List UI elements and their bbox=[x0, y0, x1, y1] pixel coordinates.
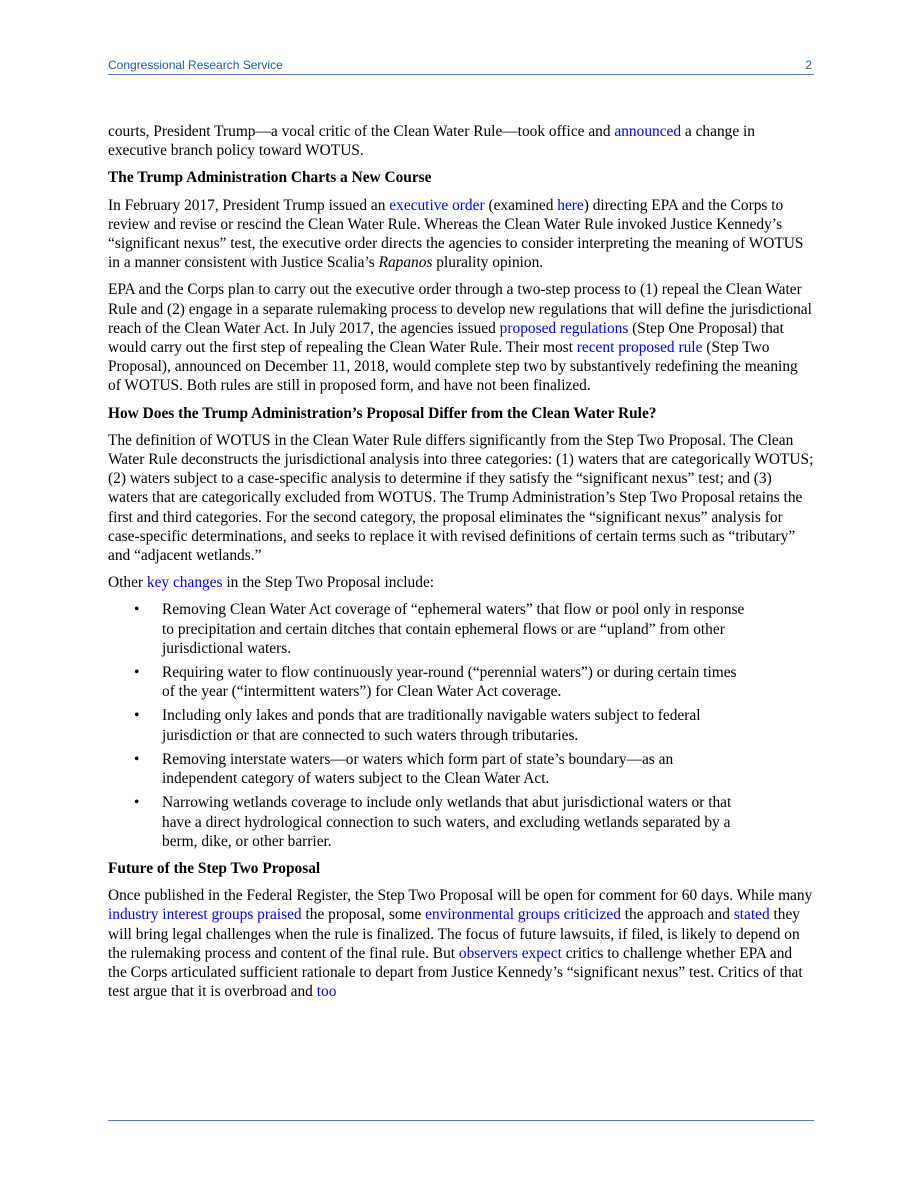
link-too[interactable]: too bbox=[316, 983, 337, 1001]
link-environmental-groups-criticized[interactable]: environmental groups criticized bbox=[425, 906, 621, 924]
section-heading-differ: How Does the Trump Administration’s Proposal Differ from the Clean Water Rule? bbox=[108, 404, 657, 422]
bullet-icon: • bbox=[134, 664, 140, 682]
link-key-changes[interactable]: key changes bbox=[146, 574, 223, 592]
footer-rule bbox=[108, 1120, 814, 1121]
page-number: 2 bbox=[805, 58, 812, 72]
link-stated[interactable]: stated bbox=[733, 906, 770, 924]
bullet-icon: • bbox=[134, 707, 140, 725]
bullet-icon: • bbox=[134, 601, 140, 619]
list-item: • Narrowing wetlands coverage to include only wetlands that abut jurisdictional waters or that have a direct hydrological connection to such waters, and excluding wetlands separated by a berm, dike, or other barrier. bbox=[134, 794, 732, 850]
case-name-rapanos: Rapanos bbox=[378, 254, 433, 272]
header-org: Congressional Research Service bbox=[108, 58, 283, 72]
list-item: • Including only lakes and ponds that are traditionally navigable waters subject to federal jurisdiction or that are connected to such waters through tributaries. bbox=[134, 707, 701, 744]
paragraph-executive-order: In February 2017, President Trump issued an executive order (examined here) directing EPA and the Corps to review and revise or rescind the Clean Water Rule. Whereas the Clean Water Rule invoked Justice Kennedy’s “significant nexus” test, the executive order directs the agencies to consider interpreting the meaning of WOTUS in a manner consistent with Justice Scalia’s Rapanos plurality opinion. bbox=[108, 196, 804, 272]
key-changes-list bbox=[108, 600, 814, 850]
paragraph-intro: courts, President Trump—a vocal critic of the Clean Water Rule—took office and announced a change in executive branch policy toward WOTUS. bbox=[108, 123, 756, 160]
paragraph-key-changes: Other key changes in the Step Two Proposal include: bbox=[108, 574, 435, 592]
section-heading-new-course: The Trump Administration Charts a New Course bbox=[108, 169, 432, 187]
link-here[interactable]: here bbox=[557, 196, 584, 214]
link-recent-proposed-rule[interactable]: recent proposed rule bbox=[576, 339, 703, 357]
link-industry-groups-praised[interactable]: industry interest groups praised bbox=[108, 906, 302, 924]
list-item: • Requiring water to flow continuously year-round (“perennial waters”) or during certain times of the year (“intermittent waters”) for Clean Water Act coverage. bbox=[134, 664, 737, 701]
bullet-icon: • bbox=[134, 750, 140, 768]
bullet-icon: • bbox=[134, 794, 140, 812]
list-item: • Removing Clean Water Act coverage of “ephemeral waters” that flow or pool only in response to precipitation and certain ditches that contain ephemeral flows or are “upland” from other jurisdictional waters. bbox=[134, 601, 745, 657]
paragraph-definition: The definition of WOTUS in the Clean Water Rule differs significantly from the Step Two Proposal. The Clean Water Rule deconstructs the jurisdictional analysis into three categories: (1) waters that are categorically WOTUS; (2) waters subject to a case-specific analysis to determine if they satisfy the “significant nexus” test; and (3) waters that are categorically excluded from WOTUS. The Trump Administration’s Step Two Proposal retains the first and third categories. For the second category, the proposal eliminates the “significant nexus” analysis for case-specific determinations, and seeks to replace it with revised definitions of certain terms such as “tributary” and “adjacent wetlands.” bbox=[108, 431, 814, 565]
document-body bbox=[108, 122, 814, 1009]
list-item: • Removing interstate waters—or waters which form part of state’s boundary—as an independent category of waters subject to the Clean Water Act. bbox=[134, 750, 674, 788]
link-announced[interactable]: announced bbox=[614, 123, 682, 140]
paragraph-future: Once published in the Federal Register, the Step Two Proposal will be open for comment for 60 days. While many industry interest groups praised the proposal, some environmental groups criticized the approach and stated they will bring legal challenges when the rule is finalized. The focus of future lawsuits, if filed, is likely to depend on the rulemaking process and content of the final rule. But observers expect critics to challenge whether EPA and the Corps articulated sufficient rationale to depart from Justice Kennedy’s “significant nexus” test. Critics of that test argue that it is overbroad and too bbox=[108, 887, 813, 1001]
page-header bbox=[108, 58, 814, 75]
link-executive-order[interactable]: executive order bbox=[389, 196, 485, 214]
link-proposed-regulations[interactable]: proposed regulations bbox=[499, 319, 629, 337]
paragraph-two-step: EPA and the Corps plan to carry out the executive order through a two-step process to (1) repeal the Clean Water Rule and (2) engage in a separate rulemaking process to develop new regulations that will define the jurisdictional reach of the Clean Water Act. In July 2017, the agencies issued proposed regulations (Step One Proposal) that would carry out the first step of repealing the Clean Water Rule. Their most recent proposed rule (Step Two Proposal), announced on December 11, 2018, would complete step two by substantively redefining the meaning of WOTUS. Both rules are still in proposed form, and have not been finalized. bbox=[108, 281, 812, 395]
section-heading-future: Future of the Step Two Proposal bbox=[108, 859, 321, 877]
link-observers-expect[interactable]: observers expect bbox=[458, 944, 562, 962]
